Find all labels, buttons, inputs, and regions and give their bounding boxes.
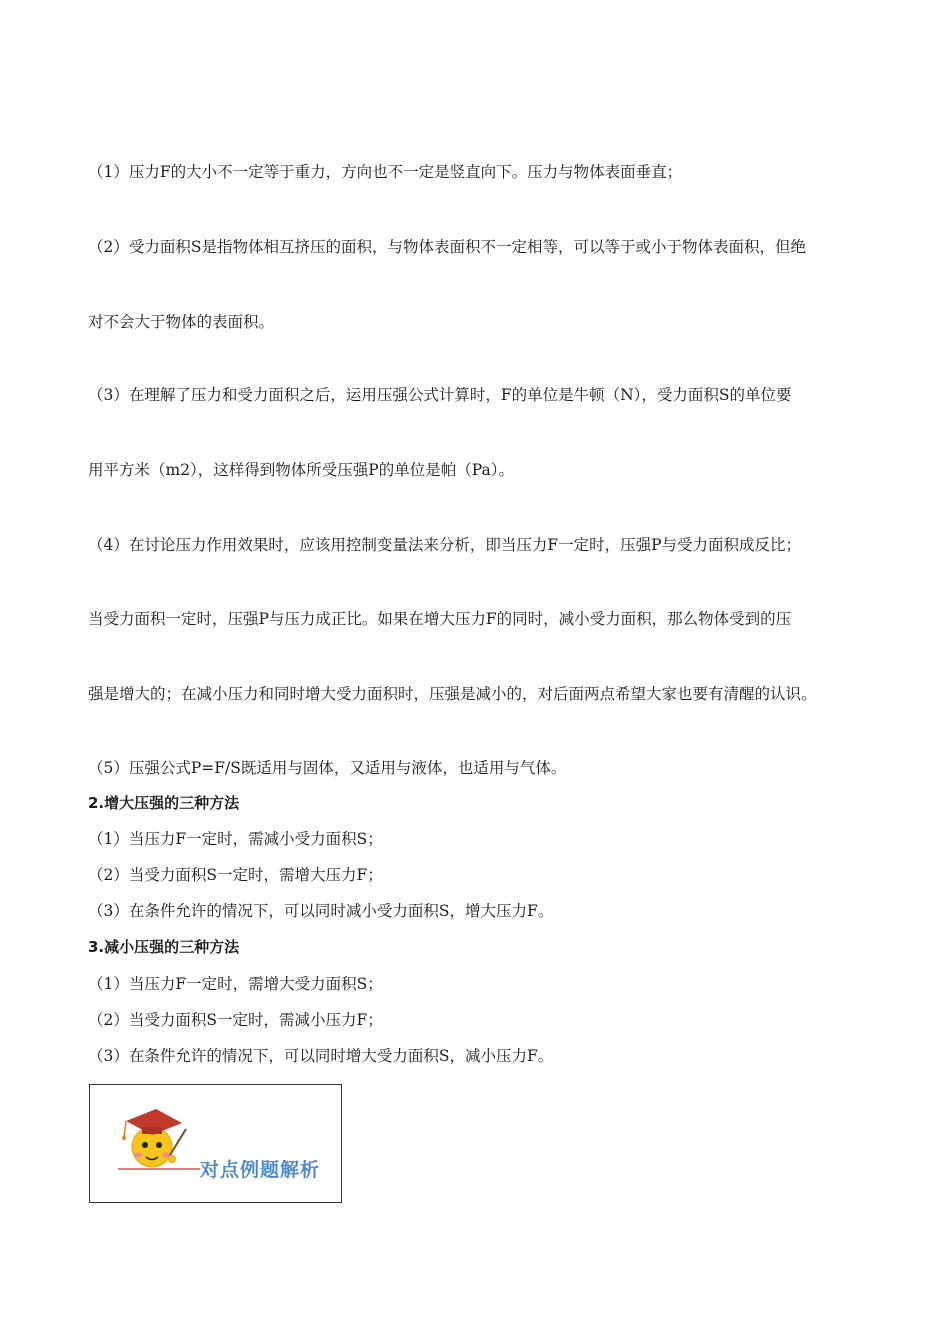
note-2-line-2: 对不会大于物体的表面积。 [88, 313, 275, 331]
increase-method-1: （1）当压力F一定时，需减小受力面积S； [88, 830, 383, 848]
increase-method-3: （3）在条件允许的情况下，可以同时减小受力面积S，增大压力F。 [88, 902, 554, 920]
decrease-method-2: （2）当受力面积S一定时，需减小压力F； [88, 1011, 383, 1029]
note-2-line-1: （2）受力面积S是指物体相互挤压的面积，与物体表面积不一定相等，可以等于或小于物体表面积，但绝 [88, 238, 806, 256]
note-4-line-3: 强是增大的；在减小压力和同时增大受力面积时，压强是减小的，对后面两点希望大家也要有清醒的认识。 [88, 685, 817, 703]
note-1: （1）压力F的大小不一定等于重力，方向也不一定是竖直向下。压力与物体表面垂直； [88, 163, 683, 181]
decrease-method-1: （1）当压力F一定时，需增大受力面积S； [88, 975, 383, 993]
note-4-line-1: （4）在讨论压力作用效果时，应该用控制变量法来分析，即当压力F一定时，压强P与受力面积成反比； [88, 536, 802, 554]
increase-pressure-heading: 2.增大压强的三种方法 [88, 794, 240, 812]
note-5: （5）压强公式P=F/S既适用与固体，又适用与液体，也适用与气体。 [88, 759, 567, 777]
decrease-pressure-heading: 3.减小压强的三种方法 [88, 938, 240, 956]
decrease-method-3: （3）在条件允许的情况下，可以同时增大受力面积S，减小压力F。 [88, 1047, 554, 1065]
graduate-mascot-icon [90, 1085, 340, 1201]
note-3-line-2: 用平方米（m2），这样得到物体所受压强P的单位是帕（Pa）。 [88, 461, 514, 479]
example-analysis-banner [89, 1084, 342, 1203]
increase-method-2: （2）当受力面积S一定时，需增大压力F； [88, 866, 383, 884]
example-analysis-title: 对点例题解析 [200, 1159, 321, 1181]
note-3-line-1: （3）在理解了压力和受力面积之后，运用压强公式计算时，F的单位是牛顿（N），受力面积S的单位要 [88, 386, 792, 404]
note-4-line-2: 当受力面积一定时，压强P与压力成正比。如果在增大压力F的同时，减小受力面积，那么物体受到的压 [88, 610, 792, 628]
